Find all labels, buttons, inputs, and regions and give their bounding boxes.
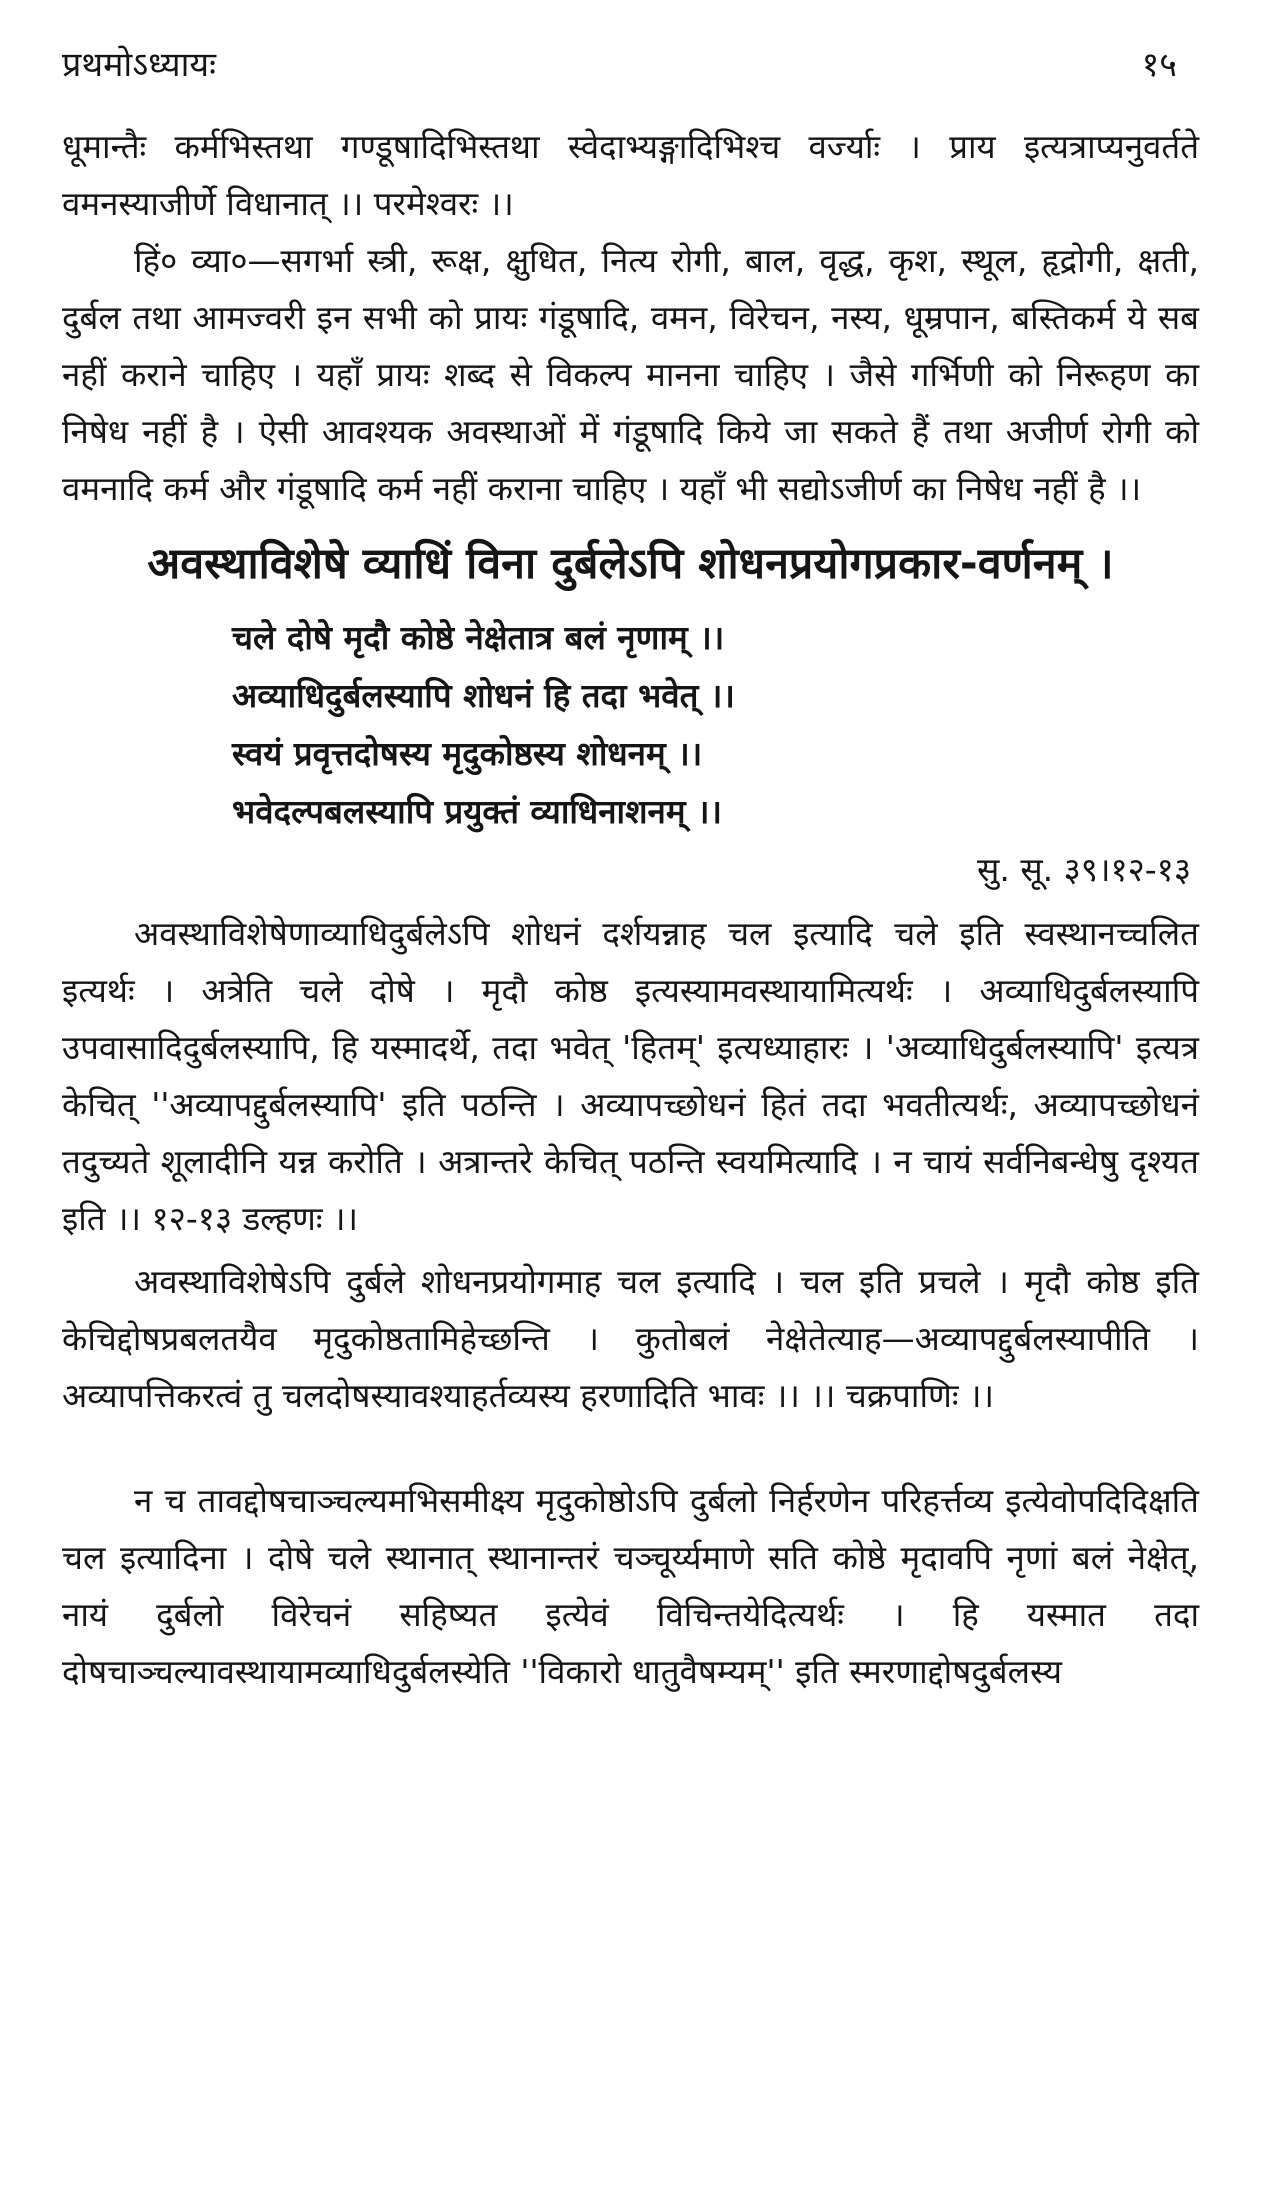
paragraph-hindi-explanation: हिं० व्या०—सगर्भा स्त्री, रूक्ष, क्षुधित, नित्य रोगी, बाल, वृद्ध, कृश, स्थूल, हृद्रोगी, क्षती, दुर्बल तथा आमज्वरी इन सभी को प्रायः गंडूषादि, वमन, विरेचन, नस्य, धूम्रपान, बस्तिकर्म ये सब नहीं कराने चाहिए । यहाँ प्रायः शब्द से विकल्प मानना चाहिए । जैसे गर्भिणी को निरूहण का निषेध नहीं है । ऐसी आवश्यक अवस्थाओं में गंडूषादि किये जा सकते हैं तथा अजीर्ण रोगी को वमनादि कर्म और गंडूषादि कर्म नहीं कराना चाहिए । यहाँ भी सद्योऽजीर्ण का निषेध नहीं है ।। [62,241,1199,508]
verse-reference: सु. सू. ३९।१२-१३ [977,850,1191,889]
commentary-paragraph: न च तावद्दोषचाञ्चल्यमभिसमीक्ष्य मृदुकोष्ठोऽपि दुर्बलो निर्हरणेन परिहर्त्तव्य इत्येवोपदिदिक्षति चल इत्यादिना । दोषे चले स्थानात् स्थानान्तरं चञ्चूर्य्यमाणे सति कोष्ठे मृदावपि नृणां बलं नेक्षेत्, नायं दुर्बलो विरेचनं सहिष्यत इत्येवं विचिन्तयेदित्यर्थः । हि यस्मात तदा दोषचाञ्चल्यावस्थायामव्याधिदुर्बलस्येति ''विकारो धातुवैषम्यम्'' इति स्मरणाद्दोषदुर्बलस्य [62,1481,1199,1691]
page-number: १५ [1141,45,1177,85]
running-header [62,40,1199,118]
verse-line: अव्याधिदुर्बलस्यापि शोधनं हि तदा भवेत् ।। [232,676,735,715]
commentary-chakrapani: अवस्थाविशेषेऽपि दुर्बले शोधनप्रयोगमाह चल इत्यादि । चल इति प्रचले । मृदौ कोष्ठ इति केचिद्दोषप्रबलतयैव मृदुकोष्ठतामिहेच्छन्ति । कुतोबलं नेक्षेतेत्याह—अव्यापद्दुर्बलस्यापीति । अव्यापत्तिकरत्वं तु चलदोषस्यावश्याहर्तव्यस्य हरणादिति भावः ।। ।। चक्रपाणिः ।। [62,1262,1199,1415]
verse-line: चले दोषे मृदौ कोष्ठे नेक्षेतात्र बलं नृणाम् ।। [232,618,725,657]
verse-block [232,609,1199,841]
chapter-title: प्रथमोऽध्यायः [62,45,216,85]
verse-line: स्वयं प्रवृत्तदोषस्य मृदुकोष्ठस्य शोधनम् ।। [232,734,703,773]
verse-line: भवेदल्पबलस्यापि प्रयुक्तं व्याधिनाशनम् ।। [232,792,723,831]
paragraph-commentary-end: धूमान्तैः कर्मभिस्तथा गण्डूषादिभिस्तथा स्वेदाभ्यङ्गादिभिश्च वर्ज्याः । प्राय इत्यत्राप्यनुवर्तते वमनस्याजीर्णे विधानात् ।। परमेश्वरः ।। [62,127,1199,223]
section-heading: अवस्थाविशेषे व्याधिं विना दुर्बलेऽपि शोधनप्रयोगप्रकार-वर्णनम् । [147,539,1114,589]
paragraph-spacer [62,1424,1199,1472]
commentary-dalhana: अवस्थाविशेषेणाव्याधिदुर्बलेऽपि शोधनं दर्शयन्नाह चल इत्यादि चले इति स्वस्थानच्चलित इत्यर्थः । अत्रेति चले दोषे । मृदौ कोष्ठ इत्यस्यामवस्थायामित्यर्थः । अव्याधिदुर्बलस्यापि उपवासादिदुर्बलस्यापि, हि यस्मादर्थे, तदा भवेत् 'हितम्' इत्यध्याहारः । 'अव्याधिदुर्बलस्यापि' इत्यत्र केचित् ''अव्यापद्दुर्बलस्यापि' इति पठन्ति । अव्यापच्छोधनं हितं तदा भवतीत्यर्थः, अव्यापच्छोधनं तदुच्यते शूलादीनि यन्न करोति । अत्रान्तरे केचित् पठन्ति स्वयमित्यादि । न चायं सर्वनिबन्धेषु दृश्यत इति ।। १२-१३ डल्हणः ।। [62,914,1199,1238]
